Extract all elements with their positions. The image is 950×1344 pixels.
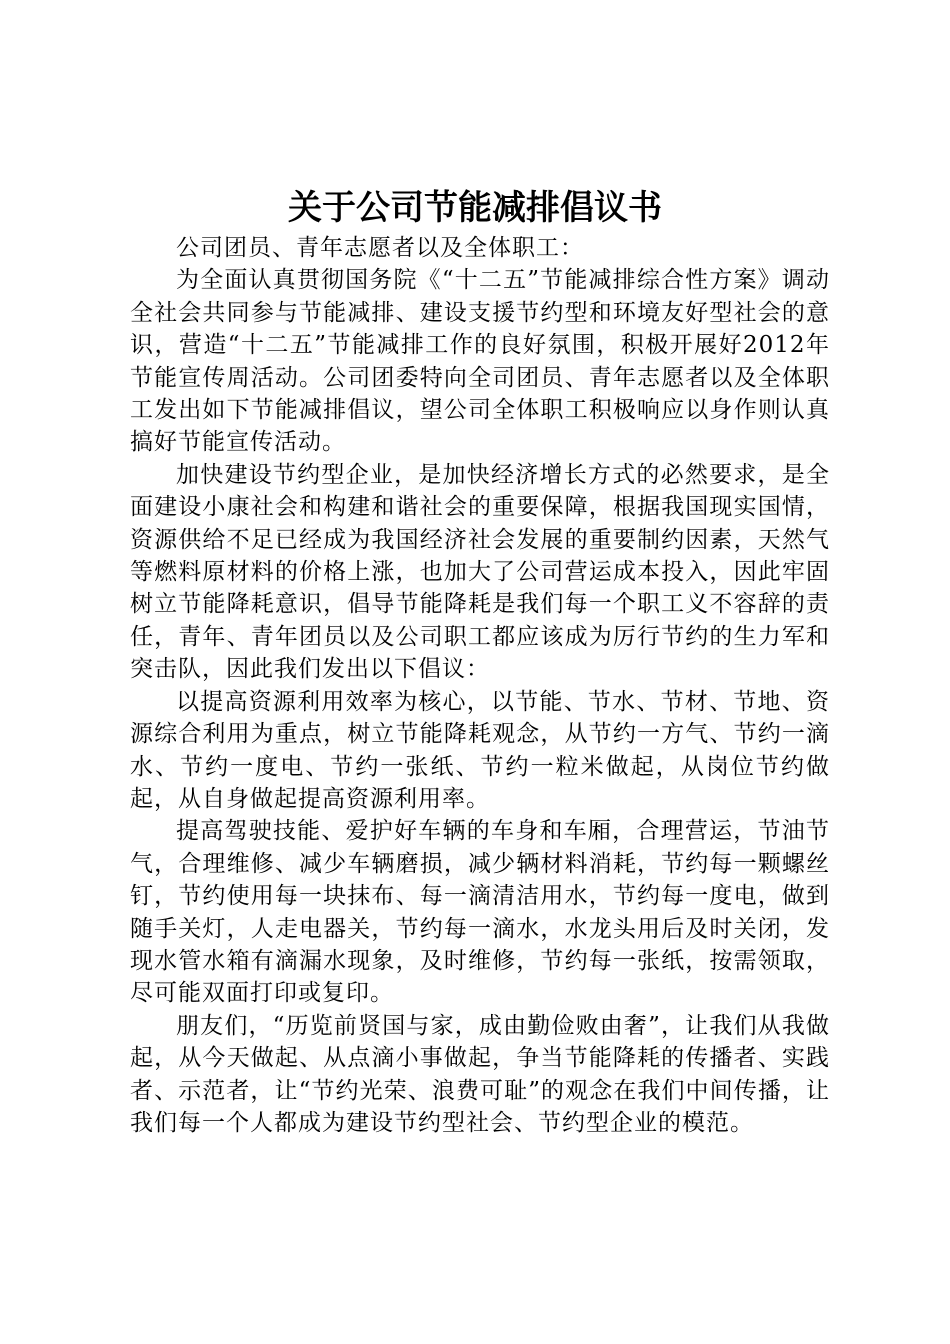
paragraph-3: 以提高资源利用效率为核心，以节能、节水、节材、节地、资源综合利用为重点，树立节能降耗观念，从节约一方气、节约一滴水、节约一度电、节约一张纸、节约一粒米做起，从岗位节约做起，从自身做起提高资源利用率。: [130, 688, 830, 812]
paragraph-2: 加快建设节约型企业，是加快经济增长方式的必然要求，是全面建设小康社会和构建和谐社会的重要保障，根据我国现实国情，资源供给不足已经成为我国经济社会发展的重要制约因素，天然气等燃料原材料的价格上涨，也加大了公司营运成本投入，因此牢固树立节能降耗意识，倡导节能降耗是我们每一个职工义不容辞的责任，青年、青年团员以及公司职工都应该成为厉行节约的生力军和突击队，因此我们发出以下倡议：: [130, 461, 830, 683]
paragraph-5: 朋友们，“历览前贤国与家，成由勤俭败由奢”，让我们从我做起，从今天做起、从点滴小事做起，争当节能降耗的传播者、实践者、示范者，让“节约光荣、浪费可耻”的观念在我们中间传播，让我们每一个人都成为建设节约型社会、节约型企业的模范。: [130, 1012, 830, 1136]
paragraph-4: 提高驾驶技能、爱护好车辆的车身和车厢，合理营运，节油节气，合理维修、减少车辆磨损，减少辆材料消耗，节约每一颗螺丝钉，节约使用每一块抹布、每一滴清洁用水，节约每一度电，做到随手关灯，人走电器关，节约每一滴水，水龙头用后及时关闭，发现水管水箱有滴漏水现象，及时维修，节约每一张纸，按需领取，尽可能双面打印或复印。: [130, 818, 830, 1007]
document-title: 关于公司节能减排倡议书: [288, 188, 662, 228]
salutation: 公司团员、青年志愿者以及全体职工：: [176, 235, 584, 261]
paragraph-1: 为全面认真贯彻国务院《“十二五”节能减排综合性方案》调动全社会共同参与节能减排、建设支援节约型和环境友好型社会的意识，营造“十二五”节能减排工作的良好氛围，积极开展好2012年节能宣传周活动。公司团委特向全司团员、青年志愿者以及全体职工发出如下节能减排倡议，望公司全体职工积极响应以身作则认真搞好节能宣传活动。: [130, 267, 830, 456]
document-body: [130, 232, 830, 1139]
